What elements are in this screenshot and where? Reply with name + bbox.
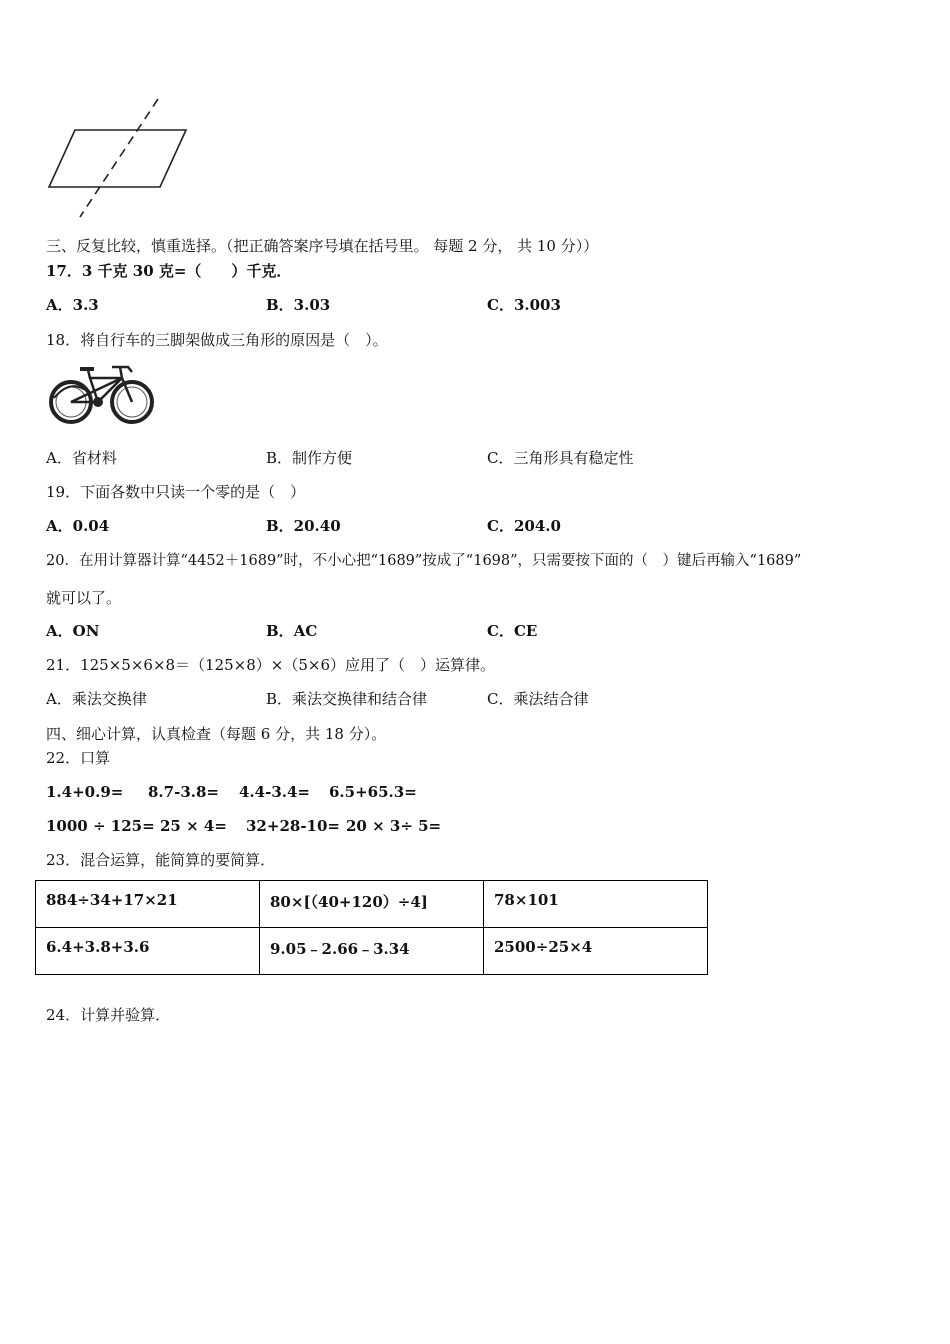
question-20-line1: 20．在用计算器计算“4452＋1689”时，不小心把“1689”按成了“1698”，只需要按下面的（ ）键后再输入“1689” [46,553,802,569]
table-cell: 80×[（40+120）÷4] [260,881,484,928]
oral-calc: 4.4-3.4= [239,783,310,801]
question-17: 17．3 千克 30 克=（ ）千克． [46,262,292,280]
oral-calc: 6.5+65.3= [329,783,417,801]
section-3-title: 三、反复比较，慎重选择。（把正确答案序号填在括号里。 每题 2 分， 共 10 分）） [46,237,599,255]
oral-calc: 32+28-10= [246,817,340,835]
table-row [36,928,708,975]
oral-calc: 25 × 4= [160,817,227,835]
q19-option-b: B．20.40 [266,517,341,535]
oral-calc: 1000 ÷ 125= [46,817,155,835]
q17-option-b: B．3.03 [266,296,331,314]
oral-calc: 1.4+0.9= [46,783,124,801]
bicycle-image [46,360,158,426]
question-23: 23．混合运算，能简算的要简算． [46,851,276,869]
q20-option-a: A．ON [46,622,100,640]
parallelogram-shape [49,130,186,187]
q17-option-a: A．3.3 [46,296,99,314]
question-18: 18．将自行车的三脚架做成三角形的原因是（ ）。 [46,331,388,349]
q18-option-a: A．省材料 [46,449,117,467]
q19-option-c: C．204.0 [487,517,561,535]
parallelogram-figure [40,95,200,220]
q21-option-b: B．乘法交换律和结合律 [266,690,428,708]
q20-option-b: B．AC [266,622,318,640]
q21-option-a: A．乘法交换律 [46,690,147,708]
question-22: 22．口算 [46,749,111,767]
section-4-title: 四、细心计算，认真检查（每题 6 分，共 18 分）。 [46,725,387,743]
oral-calc: 8.7-3.8= [148,783,219,801]
table-cell: 884÷34+17×21 [36,881,260,928]
table-cell: 2500÷25×4 [484,928,708,975]
q20-option-c: C．CE [487,622,538,640]
table-cell: 6.4+3.8+3.6 [36,928,260,975]
question-20-line2: 就可以了。 [46,589,122,607]
q19-option-a: A．0.04 [46,517,110,535]
dashed-symmetry-line [80,99,158,217]
table-row [36,881,708,928]
q18-option-b: B．制作方便 [266,449,353,467]
question-24: 24．计算并验算． [46,1006,171,1024]
q21-option-c: C．乘法结合律 [487,690,589,708]
table-cell: 78×101 [484,881,708,928]
table-cell: 9.05﹣2.66﹣3.34 [260,928,484,975]
mixed-calc-table [35,880,708,975]
question-21: 21．125×5×6×8＝（125×8）×（5×6）应用了（ ）运算律。 [46,656,496,674]
q17-option-c: C．3.003 [487,296,561,314]
q18-option-c: C．三角形具有稳定性 [487,449,634,467]
oral-calc: 20 × 3÷ 5= [346,817,442,835]
question-19: 19．下面各数中只读一个零的是（ ） [46,483,306,501]
